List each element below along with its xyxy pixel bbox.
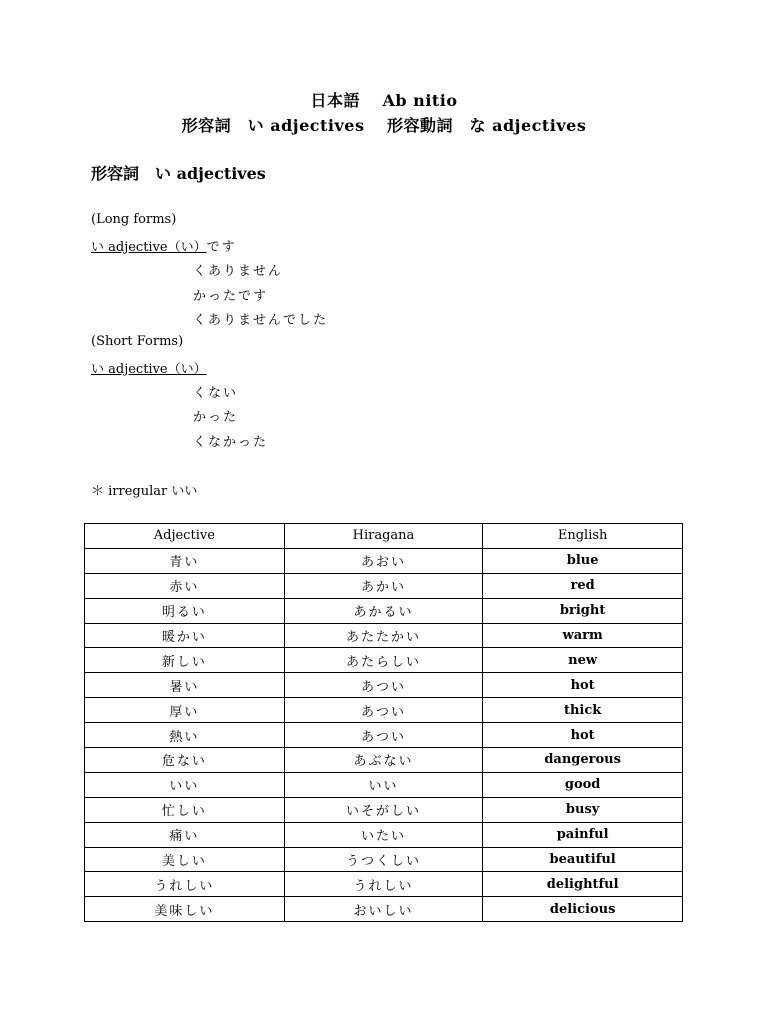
hiragana-cell: あつい — [284, 723, 483, 748]
adjective-cell: 熱い — [85, 723, 285, 748]
section-heading: 形容詞 い adjectives — [91, 164, 266, 183]
hiragana-cell: あおい — [284, 548, 483, 573]
table-row — [85, 698, 683, 723]
short-forms-base: い adjective（い） — [91, 362, 207, 377]
hiragana-cell: うれしい — [284, 872, 483, 897]
table-row — [85, 822, 683, 847]
long-forms-ending-first: です — [206, 240, 237, 255]
table-row — [85, 548, 683, 573]
short-forms-ending: かった — [193, 410, 239, 425]
adjective-cell: 厚い — [85, 698, 285, 723]
column-header-adjective: Adjective — [85, 524, 285, 549]
long-forms-label: (Long forms) — [91, 212, 177, 227]
table-row — [85, 673, 683, 698]
english-cell: hot — [483, 673, 683, 698]
table-row — [85, 872, 683, 897]
english-cell: delightful — [483, 872, 683, 897]
english-cell: dangerous — [483, 748, 683, 773]
adjective-cell: 暖かい — [85, 623, 285, 648]
adjective-cell: 痛い — [85, 822, 285, 847]
english-cell: hot — [483, 723, 683, 748]
hiragana-cell: いい — [284, 772, 483, 797]
english-cell: thick — [483, 698, 683, 723]
irregular-note: ＊ irregular いい — [91, 484, 198, 499]
english-cell: beautiful — [483, 847, 683, 872]
adjective-cell: 青い — [85, 548, 285, 573]
table-row — [85, 797, 683, 822]
hiragana-cell: あたたかい — [284, 623, 483, 648]
english-cell: delicious — [483, 897, 683, 922]
adjective-cell: 美味しい — [85, 897, 285, 922]
table-row — [85, 573, 683, 598]
english-cell: bright — [483, 598, 683, 623]
hiragana-cell: あかい — [284, 573, 483, 598]
english-cell: new — [483, 648, 683, 673]
short-forms-ending: くない — [193, 386, 239, 401]
short-forms-ending: くなかった — [193, 435, 269, 450]
adjective-cell: うれしい — [85, 872, 285, 897]
long-forms-ending: くありませんでした — [193, 313, 329, 328]
column-header-english: English — [483, 524, 683, 549]
adjective-cell: 明るい — [85, 598, 285, 623]
adjective-cell: いい — [85, 772, 285, 797]
adjective-cell: 忙しい — [85, 797, 285, 822]
english-cell: warm — [483, 623, 683, 648]
hiragana-cell: いたい — [284, 822, 483, 847]
english-cell: good — [483, 772, 683, 797]
table-row — [85, 897, 683, 922]
table-row — [85, 748, 683, 773]
hiragana-cell: あつい — [284, 673, 483, 698]
table-header-row — [85, 524, 683, 549]
table-row — [85, 723, 683, 748]
table-row — [85, 772, 683, 797]
english-cell: busy — [483, 797, 683, 822]
table-row — [85, 598, 683, 623]
document-subtitle: 形容詞 い adjectives 形容動詞 な adjectives — [181, 116, 587, 135]
english-cell: painful — [483, 822, 683, 847]
long-forms-ending: かったです — [193, 289, 269, 304]
table-row — [85, 623, 683, 648]
hiragana-cell: あつい — [284, 698, 483, 723]
document-title: 日本語 Ab nitio — [310, 91, 458, 110]
adjective-cell: 新しい — [85, 648, 285, 673]
adjective-cell: 赤い — [85, 573, 285, 598]
hiragana-cell: あかるい — [284, 598, 483, 623]
long-forms-base: い adjective（い） — [91, 240, 207, 255]
table-row — [85, 847, 683, 872]
table-body — [85, 548, 683, 921]
long-forms-ending: くありません — [193, 264, 284, 279]
english-cell: blue — [483, 548, 683, 573]
hiragana-cell: あたらしい — [284, 648, 483, 673]
hiragana-cell: いそがしい — [284, 797, 483, 822]
short-forms-base-row — [91, 358, 207, 377]
hiragana-cell: あぶない — [284, 748, 483, 773]
column-header-hiragana: Hiragana — [284, 524, 483, 549]
long-forms-base-row — [91, 236, 237, 255]
hiragana-cell: おいしい — [284, 897, 483, 922]
short-forms-label: (Short Forms) — [91, 334, 184, 349]
adjective-table — [84, 523, 683, 922]
adjective-cell: 美しい — [85, 847, 285, 872]
adjective-cell: 危ない — [85, 748, 285, 773]
english-cell: red — [483, 573, 683, 598]
adjective-cell: 暑い — [85, 673, 285, 698]
table-row — [85, 648, 683, 673]
hiragana-cell: うつくしい — [284, 847, 483, 872]
